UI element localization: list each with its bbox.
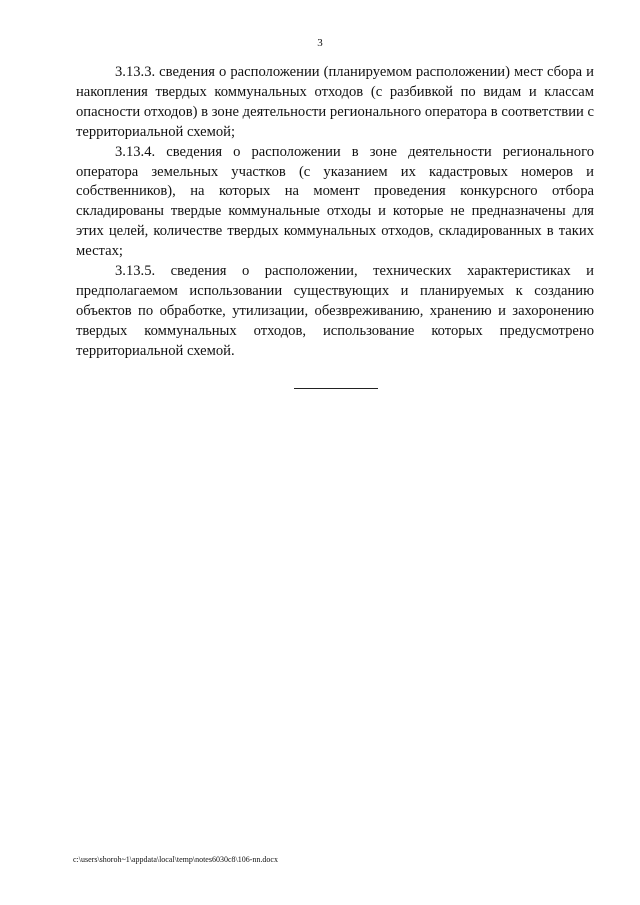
document-body bbox=[76, 63, 594, 362]
page-number: 3 bbox=[317, 37, 323, 49]
end-of-text-rule bbox=[294, 388, 378, 389]
paragraph-3-13-5: 3.13.5. сведения о расположении, технических характеристиках и предполагаемом использовании существующих и планируемых к созданию объектов по обработке, утилизации, обезвреживанию, хранению и захоронению твердых коммунальных отходов, использование которых предусмотрено территориальной схемой. bbox=[76, 263, 594, 359]
paragraph-3-13-3: 3.13.3. сведения о расположении (планируемом расположении) мест сбора и накопления твердых коммунальных отходов (с разбивкой по видам и классам опасности отходов) в зоне деятельности регионального оператора в соответствии с территориальной схемой; bbox=[76, 64, 594, 140]
paragraph-3-13-4: 3.13.4. сведения о расположении в зоне деятельности регионального оператора земельных участков (с указанием их кадастровых номеров и собственников), на которых на момент проведения конкурсного отбора складированы твердые коммунальные отходы и которые не предназначены для этих целей, количестве твердых коммунальных отходов, складированных в таких местах; bbox=[76, 143, 594, 260]
footer-file-path: c:\users\shoroh~1\appdata\local\temp\notes6030c8\106-nn.docx bbox=[73, 855, 278, 864]
